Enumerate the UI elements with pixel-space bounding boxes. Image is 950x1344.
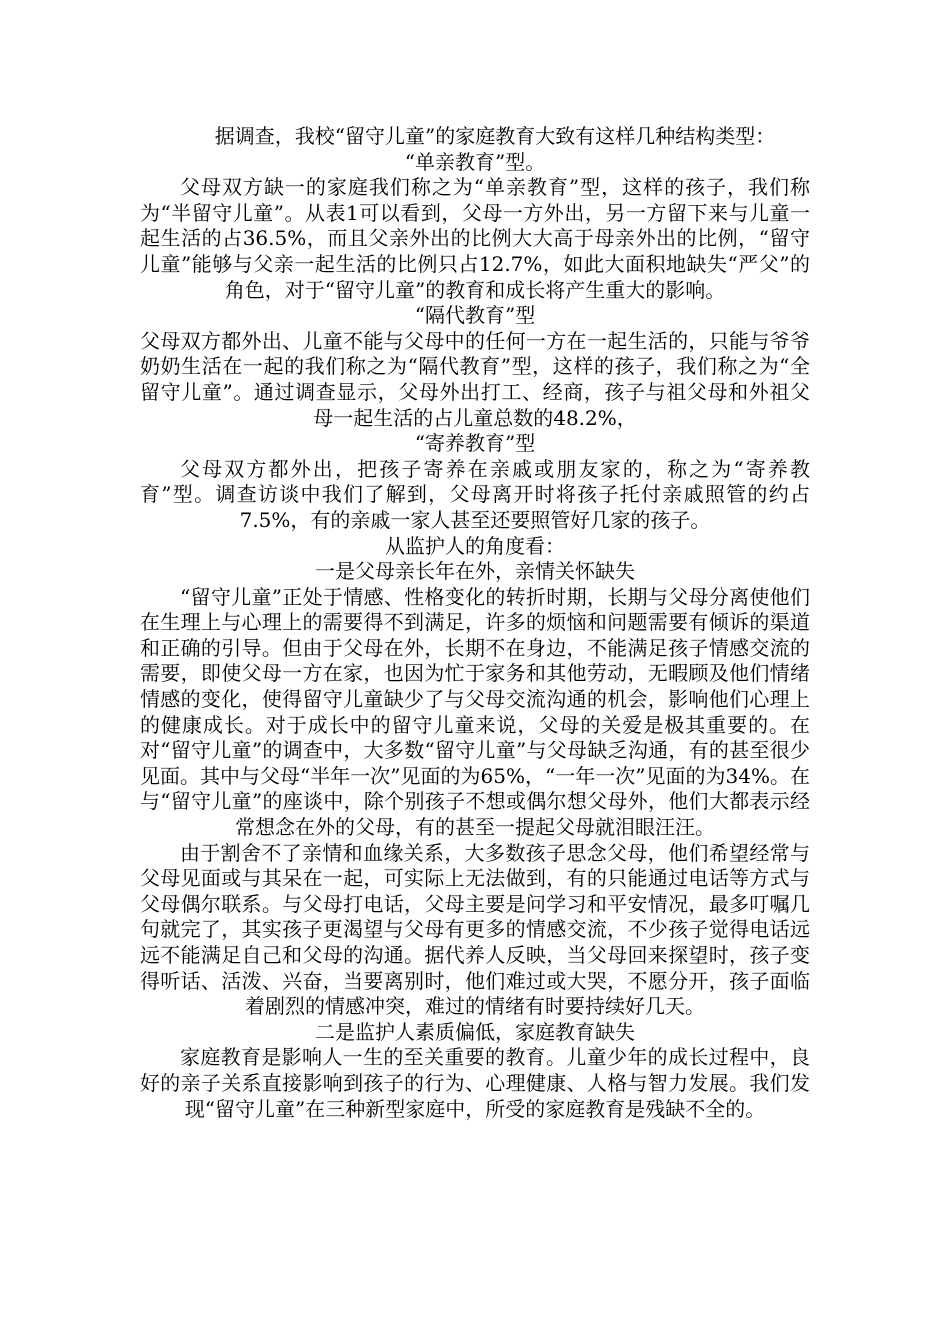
single-parent-paragraph: 父母双方缺一的家庭我们称之为“单亲教育”型，这样的孩子，我们称为“半留守儿童”。从表1可以看到，父母一方外出，另一方留下来与儿童一起生活的占36.5%，而且父亲外出的比例大大高于母亲外出的比例，“留守儿童”能够与父亲一起生活的比例只占12.7%，如此大面积地缺失“严父”的角色，对于“留守儿童”的教育和成长将产生重大的影响。 xyxy=(140,175,810,302)
heading-point-one: 一是父母亲长年在外，亲情关怀缺失 xyxy=(315,559,635,584)
document-page xyxy=(140,124,810,1122)
point-one-paragraph-2: 由于割舍不了亲情和血缘关系，大多数孩子思念父母，他们希望经常与父母见面或与其呆在一起，可实际上无法做到，有的只能通过电话等方式与父母偶尔联系。与父母打电话，父母主要是问学习和平安情况，最多叮嘱几句就完了，其实孩子更渴望与父母有更多的情感交流，不少孩子觉得电话远远不能满足自己和父母的沟通。据代养人反映，当父母回来探望时，孩子变得听话、活泼、兴奋，当要离别时，他们难过或大哭，不愿分开，孩子面临着剧烈的情感冲突，难过的情绪有时要持续好几天。 xyxy=(140,840,810,1019)
heading-guardian-view: 从监护人的角度看： xyxy=(385,533,565,558)
point-one-paragraph-1: “留守儿童”正处于情感、性格变化的转折时期，长期与父母分离使他们在生理上与心理上的需要得不到满足，许多的烦恼和问题需要有倾诉的渠道和正确的引导。但由于父母在外，长期不在身边，不能满足孩子情感交流的需要，即使父母一方在家，也因为忙于家务和其他劳动，无暇顾及他们情绪情感的变化，使得留守儿童缺少了与父母交流沟通的机会，影响他们心理上的健康成长。对于成长中的留守儿童来说，父母的关爱是极其重要的。在对“留守儿童”的调查中，大多数“留守儿童”与父母缺乏沟通，有的甚至很少见面。其中与父母“半年一次”见面的为65%，“一年一次”见面的为34%。在与“留守儿童”的座谈中，除个别孩子不想或偶尔想父母外，他们大都表示经常想念在外的父母，有的甚至一提起父母就泪眼汪汪。 xyxy=(140,584,810,840)
heading-foster: “寄养教育”型 xyxy=(414,431,536,456)
grandparent-paragraph: 父母双方都外出、儿童不能与父母中的任何一方在一起生活的，只能与爷爷奶奶生活在一起的我们称之为“隔代教育”型，这样的孩子，我们称之为“全留守儿童”。通过调查显示，父母外出打工、经商，孩子与祖父母和外祖父母一起生活的占儿童总数的48.2%， xyxy=(140,328,810,430)
heading-single-parent: “单亲教育”型。 xyxy=(404,149,546,174)
point-two-paragraph: 家庭教育是影响人一生的至关重要的教育。儿童少年的成长过程中，良好的亲子关系直接影响到孩子的行为、心理健康、人格与智力发展。我们发现“留守儿童”在三种新型家庭中，所受的家庭教育是残缺不全的。 xyxy=(140,1045,810,1121)
heading-grandparent: “隔代教育”型 xyxy=(414,303,536,328)
intro-paragraph: 据调查，我校“留守儿童”的家庭教育大致有这样几种结构类型： xyxy=(214,124,776,148)
heading-point-two: 二是监护人素质偏低，家庭教育缺失 xyxy=(315,1019,635,1044)
foster-paragraph: 父母双方都外出，把孩子寄养在亲戚或朋友家的，称之为“寄养教育”型。调查访谈中我们了解到，父母离开时将孩子托付亲戚照管的约占7.5%，有的亲戚一家人甚至还要照管好几家的孩子。 xyxy=(140,456,810,532)
